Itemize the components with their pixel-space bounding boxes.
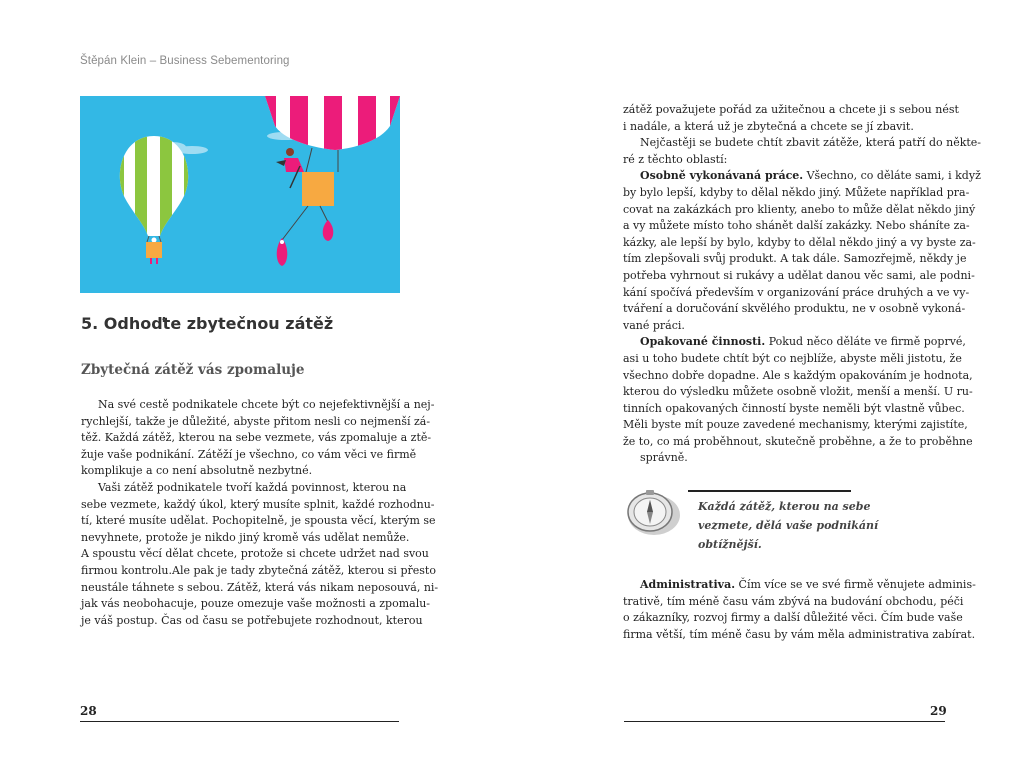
footer-rule-right xyxy=(624,721,945,722)
text-line: tí, které musíte udělat. Pochopitelně, je spousta věcí, kterým se xyxy=(81,514,436,528)
text-line: by bylo lepší, kdyby to dělal někdo jiný. Můžete například pra- xyxy=(623,185,970,199)
lead-administration: Administrativa. xyxy=(640,578,736,591)
text-line: potřeba vyhrnout si rukávy a udělat danou věc sami, ale podni- xyxy=(623,268,975,282)
text-line: A spoustu věcí dělat chcete, protože si chcete udržet nad svou xyxy=(81,547,429,561)
lead-personal-work: Osobně vykonávaná práce. xyxy=(640,169,804,183)
section-title: Zbytečná zátěž vás zpomaluje xyxy=(81,362,305,378)
text-fragment: Čím více se ve své firmě věnujete adminis- xyxy=(735,578,976,591)
callout-line: Každá zátěž, kterou na sebe xyxy=(698,500,871,513)
text-line: kání spočívá především v organizování práce druhých a ve vy- xyxy=(623,285,970,299)
text-line: tinních opakovaných činností byste neměli být vlastně vůbec. xyxy=(623,401,965,415)
text-line: správně. xyxy=(640,451,688,465)
text-line: o zákazníky, rozvoj firmy a další důležité věci. Čím bude vaše xyxy=(623,611,963,625)
text-line: asi u toho budete chtít být co nejblíže, abyste měli jistotu, že xyxy=(623,351,962,365)
footer-rule-left xyxy=(80,721,399,722)
text-line: tím zlepšovali svůj produkt. A tak dále. Samozřejmě, někdy je xyxy=(623,252,967,266)
text-line: Nejčastěji se budete chtít zbavit zátěže, která patří do někte- xyxy=(640,136,982,150)
left-body-text xyxy=(81,397,439,629)
text-line: trativě, tím méně času vám zbývá na budování obchodu, péči xyxy=(623,594,964,608)
text-line: Měli byste mít pouze zavedené mechanismy, kterými zajistíte, xyxy=(623,418,968,432)
text-line: covat na zakázkách pro klienty, anebo to může dělat někdo jiný xyxy=(623,202,976,216)
text-line: firmou kontrolu.Ale pak je tady zbytečná zátěž, kterou si přesto xyxy=(81,563,436,577)
text-line: a vy můžete místo toho shánět další zakázky. Nebo sháníte za- xyxy=(623,219,970,233)
text-line: kázky, ale lepší by bylo, kdyby to dělal někdo jiný a vy byste za- xyxy=(623,235,976,249)
right-body-text-administration xyxy=(623,577,976,643)
text-line: kterou do výsledku můžete osobně vložit, menší a menší. U ru- xyxy=(623,385,973,399)
compass-icon xyxy=(622,488,682,538)
text-line: sebe vezmete, každý úkol, který musíte splnit, každé rozhodnu- xyxy=(81,497,435,511)
text-fragment: Všechno, co děláte sami, i když xyxy=(803,169,981,183)
text-line: žuje vaše podnikání. Zátěží je všechno, co vám věci ve firmě xyxy=(81,447,417,461)
page-number-right: 29 xyxy=(930,704,947,718)
text-line: Vaši zátěž podnikatele tvoří každá povinnost, kterou na xyxy=(98,480,407,494)
page-number-left: 28 xyxy=(80,704,97,718)
text-line: zátěž považujete pořád za užitečnou a chcete ji s sebou nést xyxy=(623,103,959,116)
paragraph-personal-work xyxy=(623,168,981,185)
callout-line: vezmete, dělá vaše podnikání xyxy=(698,519,879,532)
running-head: Štěpán Klein – Business Sebementoring xyxy=(80,55,290,67)
text-line: tváření a doručování skvělého produktu, ne v osobně vykoná- xyxy=(623,302,966,316)
text-line: nevyhnete, protože je nikdo jiný kromě vás udělat nemůže. xyxy=(81,530,410,544)
callout-quote xyxy=(698,497,878,554)
paragraph-administration xyxy=(623,577,976,594)
text-line: komplikuje a co není absolutně nezbytné. xyxy=(81,464,313,478)
text-line: vané práci. xyxy=(623,318,685,332)
text-line: rychlejší, takže je důležité, abyste přitom nesli co nejmenší zá- xyxy=(81,414,431,428)
text-line: že to, co má proběhnout, skutečně proběhne, a že to proběhne xyxy=(623,434,973,448)
lead-repeated-activities: Opakované činnosti. xyxy=(640,335,766,349)
text-line: neustále táhnete s sebou. Zátěž, která vás nikam neposouvá, ni- xyxy=(81,580,439,594)
text-fragment: Pokud něco děláte ve firmě poprvé, xyxy=(765,335,966,349)
callout-line: obtížnější. xyxy=(698,538,762,551)
balloons-svg xyxy=(80,96,400,293)
text-line: ré z těchto oblastí: xyxy=(623,152,728,166)
text-line: jak vás neobohacuje, pouze omezuje vaše možnosti a zpomalu- xyxy=(81,597,431,611)
chapter-title: 5. Odhoďte zbytečnou zátěž xyxy=(81,314,334,333)
callout-rule xyxy=(688,490,851,492)
text-line: je váš postup. Čas od času se potřebujete rozhodnout, kterou xyxy=(81,613,423,627)
text-line: všechno dobře dopadne. Ale s každým opakováním je hodnota, xyxy=(623,368,973,382)
text-line: těž. Každá zátěž, kterou na sebe vezmete, vás zpomaluje a ztě- xyxy=(81,431,432,445)
text-line: i nadále, a která už je zbytečná a chcete se jí zbavit. xyxy=(623,119,914,133)
text-line: firma větší, tím méně času by vám měla administrativa zabírat. xyxy=(623,627,976,641)
hot-air-balloons-illustration xyxy=(80,96,400,293)
paragraph-repeated-activities xyxy=(623,334,966,351)
right-body-text xyxy=(623,102,982,467)
text-line: Na své cestě podnikatele chcete být co nejefektivnější a nej- xyxy=(98,398,435,411)
